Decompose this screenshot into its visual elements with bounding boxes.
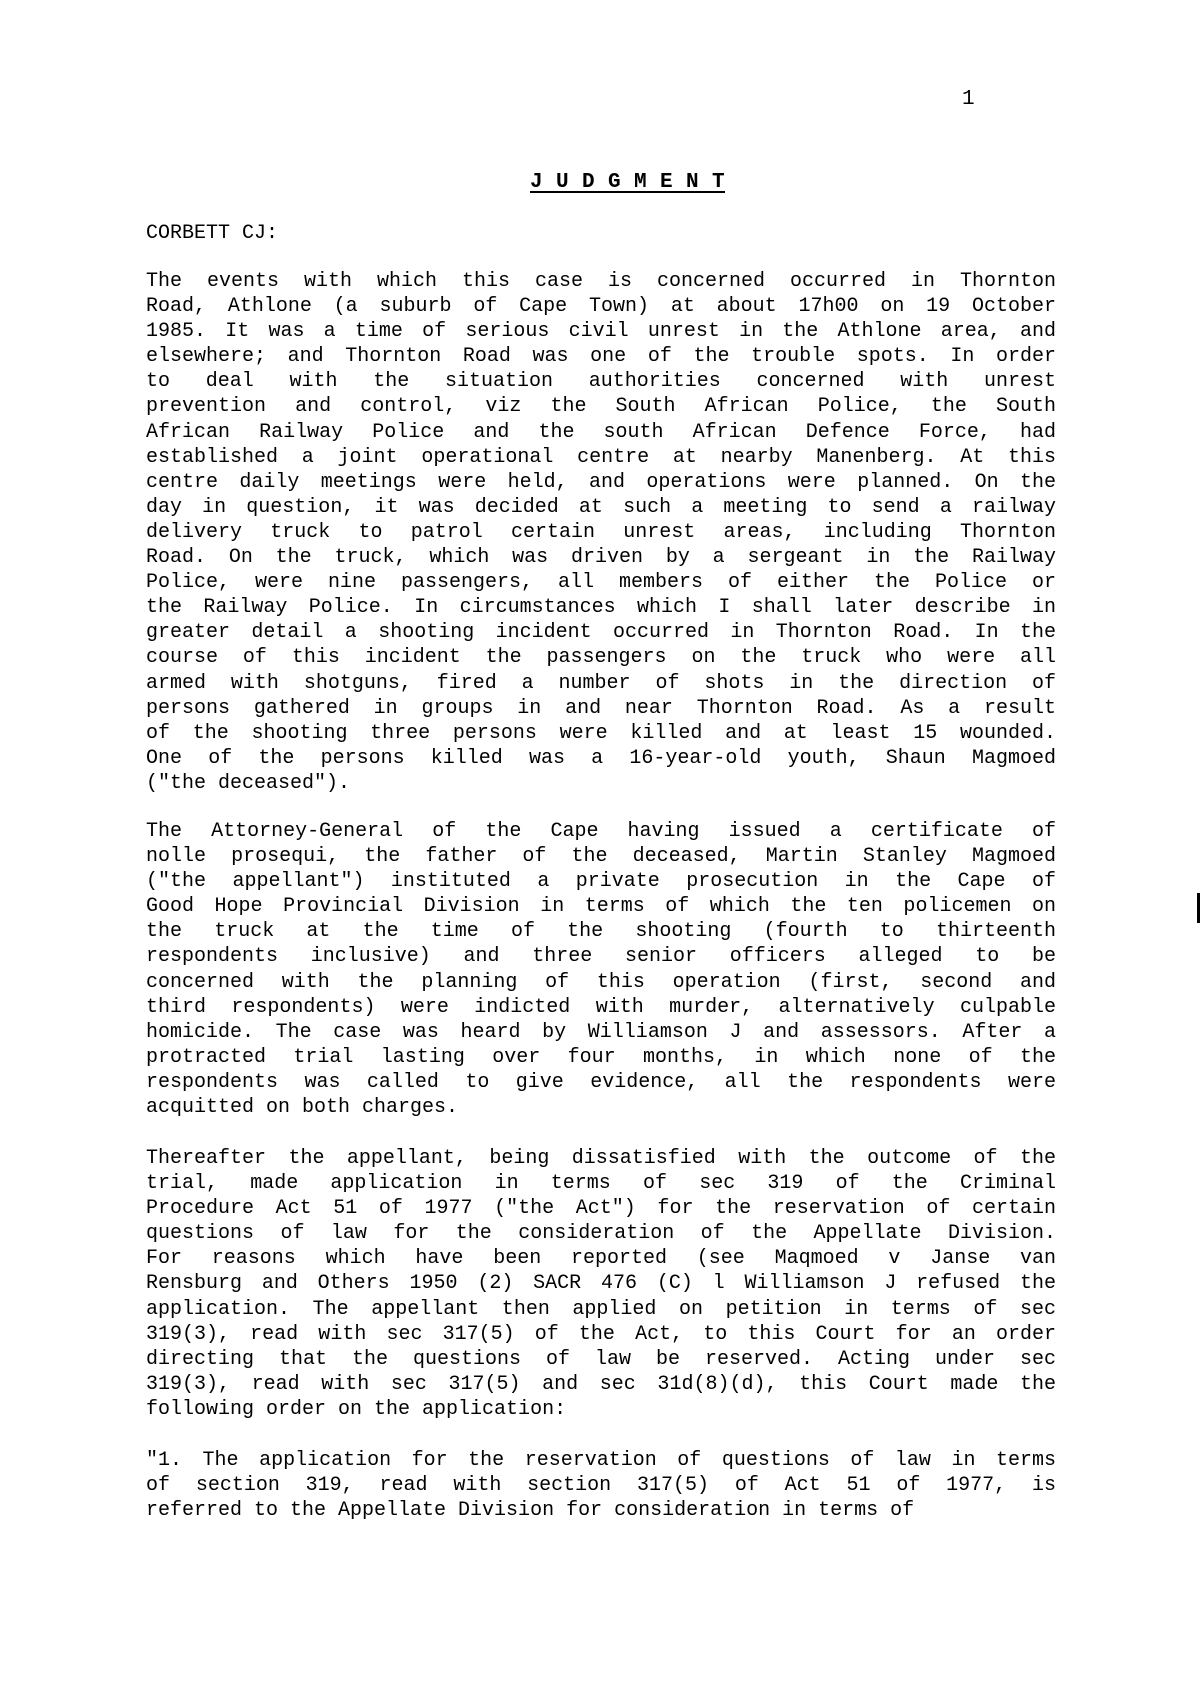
text-line: Procedure Act 51 of 1977 ("the Act") for the reservation of certain: [146, 1197, 1056, 1221]
text-line: established a joint operational centre at nearby Manenberg. At this: [146, 445, 1056, 469]
paragraph-application: [146, 1146, 1056, 1422]
text-line: nolle prosequi, the father of the deceased, Martin Stanley Magmoed: [146, 845, 1056, 869]
text-line: Road. On the truck, which was driven by a sergeant in the Railway: [146, 546, 1056, 570]
text-line: respondents was called to give evidence, all the respondents were: [146, 1070, 1056, 1094]
text-line: One of the persons killed was a 16-year-old youth, Shaun Magmoed: [146, 746, 1056, 770]
text-line: Rensburg and Others 1950 (2) SACR 476 (C) l Williamson J refused the: [146, 1272, 1056, 1296]
paragraph-facts: [146, 269, 1056, 796]
text-line: centre daily meetings were held, and operations were planned. On the: [146, 470, 1056, 494]
text-line: For reasons which have been reported (see Maqmoed v Janse van: [146, 1247, 1056, 1271]
text-line: ("the deceased").: [146, 771, 351, 795]
text-line: to deal with the situation authorities concerned with unrest: [146, 370, 1056, 394]
text-line: African Railway Police and the south African Defence Force, had: [146, 420, 1056, 444]
text-line: armed with shotguns, fired a number of shots in the direction of: [146, 671, 1056, 695]
text-line: trial, made application in terms of sec 319 of the Criminal: [146, 1172, 1056, 1196]
text-line: greater detail a shooting incident occurred in Thornton Road. In the: [146, 621, 1056, 645]
text-line: of section 319, read with section 317(5) of Act 51 of 1977, is: [146, 1474, 1056, 1498]
text-line: course of this incident the passengers on the truck who were all: [146, 646, 1056, 670]
judgment-title: J U D G M E N T: [530, 171, 726, 194]
text-line: concerned with the planning of this operation (first, second and: [146, 970, 1056, 994]
text-line: ("the appellant") instituted a private prosecution in the Cape of: [146, 870, 1056, 894]
text-line: application. The appellant then applied on petition in terms of sec: [146, 1297, 1056, 1321]
paragraph-prosecution: [146, 819, 1056, 1120]
text-line: referred to the Appellate Division for consideration in terms of: [146, 1499, 915, 1523]
text-line: of the shooting three persons were killed and at least 15 wounded.: [146, 721, 1056, 745]
page-number: 1: [962, 88, 975, 111]
text-line: Police, were nine passengers, all members of either the Police or: [146, 571, 1056, 595]
paragraph-order-quote: [146, 1448, 1056, 1523]
text-line: respondents inclusive) and three senior officers alleged to be: [146, 945, 1056, 969]
text-line: The Attorney-General of the Cape having issued a certificate of: [146, 820, 1056, 843]
text-line: 1985. It was a time of serious civil unrest in the Athlone area, and: [146, 320, 1056, 344]
text-line: Thereafter the appellant, being dissatisfied with the outcome of the: [146, 1147, 1056, 1170]
text-line: 319(3), read with sec 317(5) of the Act, to this Court for an order: [146, 1322, 1056, 1346]
text-line: delivery truck to patrol certain unrest areas, including Thornton: [146, 520, 1056, 544]
text-line: homicide. The case was heard by Williamson J and assessors. After a: [146, 1020, 1056, 1044]
text-line: "1. The application for the reservation of questions of law in terms: [146, 1449, 1056, 1472]
text-line: acquitted on both charges.: [146, 1096, 459, 1120]
text-line: third respondents) were indicted with murder, alternatively culpable: [146, 995, 1056, 1019]
text-line: the truck at the time of the shooting (fourth to thirteenth: [146, 920, 1056, 944]
text-line: prevention and control, viz the South African Police, the South: [146, 395, 1056, 419]
text-line: questions of law for the consideration of the Appellate Division.: [146, 1222, 1056, 1246]
text-line: the Railway Police. In circumstances which I shall later describe in: [146, 596, 1056, 620]
text-line: following order on the application:: [146, 1397, 567, 1421]
text-line: day in question, it was decided at such a meeting to send a railway: [146, 495, 1056, 519]
text-line: Good Hope Provincial Division in terms of which the ten policemen on: [146, 895, 1056, 919]
text-line: 319(3), read with sec 317(5) and sec 31d(8)(d), this Court made the: [146, 1372, 1056, 1396]
text-line: The events with which this case is concerned occurred in Thornton: [146, 270, 1056, 293]
text-line: directing that the questions of law be reserved. Acting under sec: [146, 1347, 1056, 1371]
text-line: persons gathered in groups in and near Thornton Road. As a result: [146, 696, 1056, 720]
text-line: Road, Athlone (a suburb of Cape Town) at about 17h00 on 19 October: [146, 295, 1056, 319]
text-line: protracted trial lasting over four months, in which none of the: [146, 1045, 1056, 1069]
text-line: elsewhere; and Thornton Road was one of the trouble spots. In order: [146, 345, 1056, 369]
judge-heading: CORBETT CJ:: [146, 222, 279, 245]
